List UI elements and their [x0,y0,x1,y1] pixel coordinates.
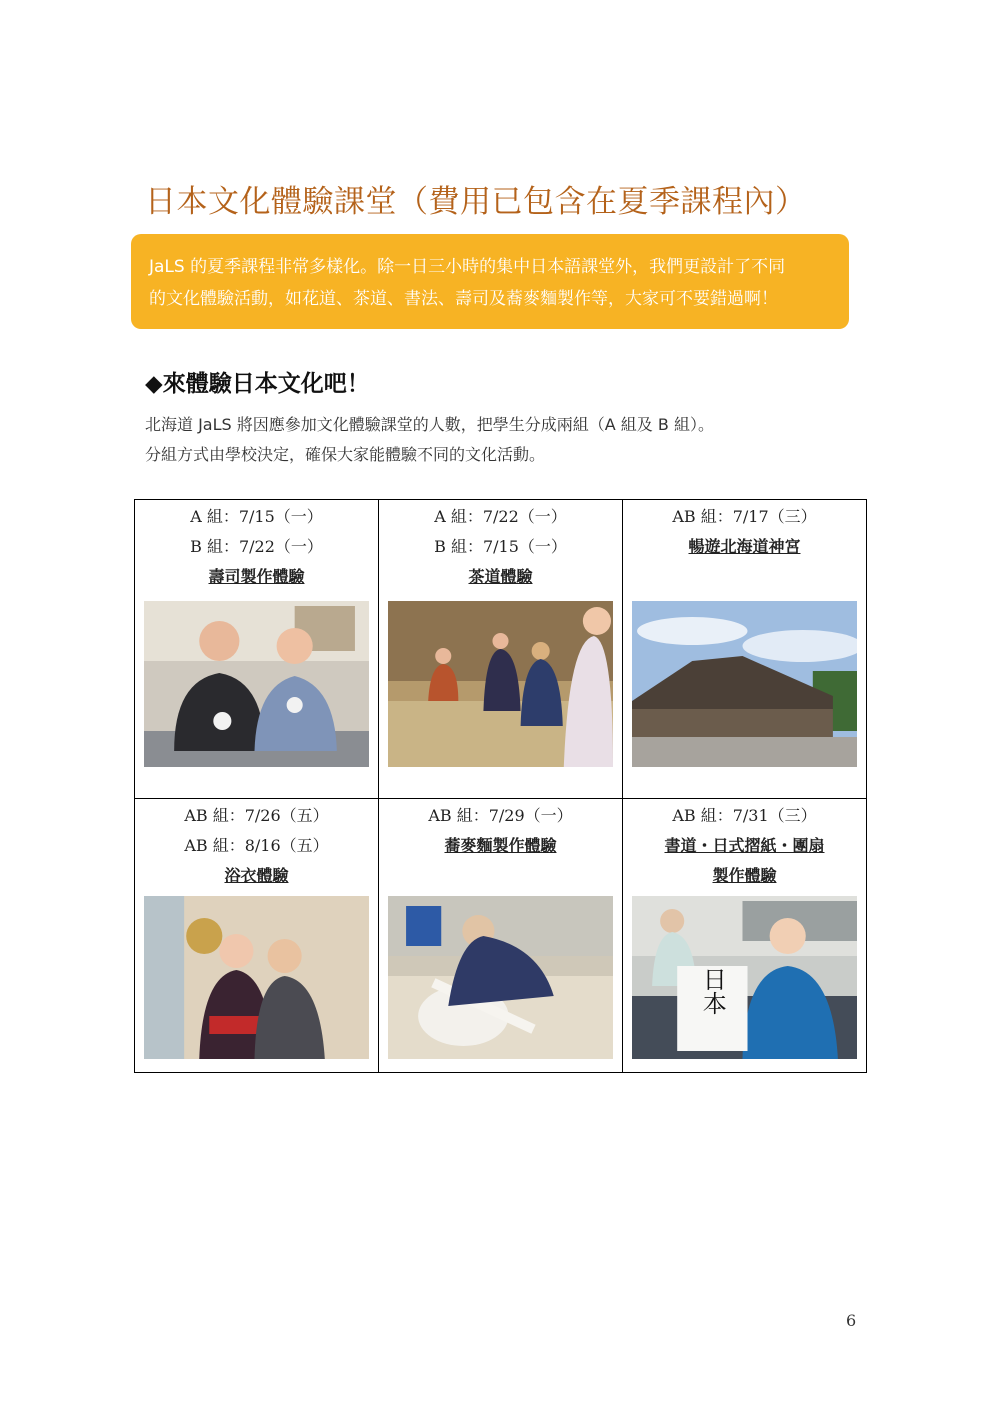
activity-title: 蕎麥麵製作體驗 [444,836,557,855]
activity-title: 暢遊北海道神宮 [688,537,801,556]
schedule-cell-calligraphy [623,799,866,1072]
schedule-cell-soba [379,799,623,1072]
calligraphy-sheet-text: 日本 [698,966,727,1016]
activity-title: 茶道體驗 [468,567,533,586]
date-line: B 組：7/22（一） [190,537,323,556]
section-text [145,410,714,470]
section-heading: ◆來體驗日本文化吧！ [145,371,370,397]
activity-title: 浴衣體驗 [224,866,289,885]
activity-title: 書道・日式摺紙・團扇 [664,836,825,855]
schedule-cell-shrine [623,500,866,799]
page-title: 日本文化體驗課堂（費用已包含在夏季課程內） [145,184,807,220]
section-text-line: 分組方式由學校決定，確保大家能體驗不同的文化活動。 [145,445,546,464]
date-line: AB 組：8/16（五） [184,836,329,855]
date-line: A 組：7/22（一） [434,507,567,526]
hokkaido-shrine-photo [632,601,857,767]
date-line: AB 組：7/26（五） [184,806,329,825]
sushi-making-photo [144,601,369,767]
soba-making-photo [388,896,613,1059]
date-line: AB 組：7/29（一） [428,806,573,825]
activity-title: 製作體驗 [712,866,777,885]
page-number: 6 [846,1311,857,1330]
tea-ceremony-photo [388,601,613,767]
calligraphy-photo [632,896,857,1059]
activity-title: 壽司製作體驗 [208,567,305,586]
date-line: B 組：7/15（一） [434,537,567,556]
date-line: AB 組：7/31（三） [672,806,817,825]
date-line: AB 組：7/17（三） [672,507,817,526]
intro-box [131,234,849,329]
date-line: A 組：7/15（一） [190,507,323,526]
schedule-cell-tea [379,500,623,799]
section-text-line: 北海道 JaLS 將因應參加文化體驗課堂的人數，把學生分成兩組（A 組及 B 組）。 [145,415,714,434]
schedule-cell-sushi [135,500,379,799]
schedule-table [134,499,867,1073]
yukata-photo [144,896,369,1059]
schedule-cell-yukata [135,799,379,1072]
intro-line: 的文化體驗活動，如花道、茶道、書法、壽司及蕎麥麵製作等，大家可不要錯過啊！ [149,289,778,309]
intro-line: JaLS 的夏季課程非常多樣化。除一日三小時的集中日本語課堂外，我們更設計了不同 [149,257,786,277]
